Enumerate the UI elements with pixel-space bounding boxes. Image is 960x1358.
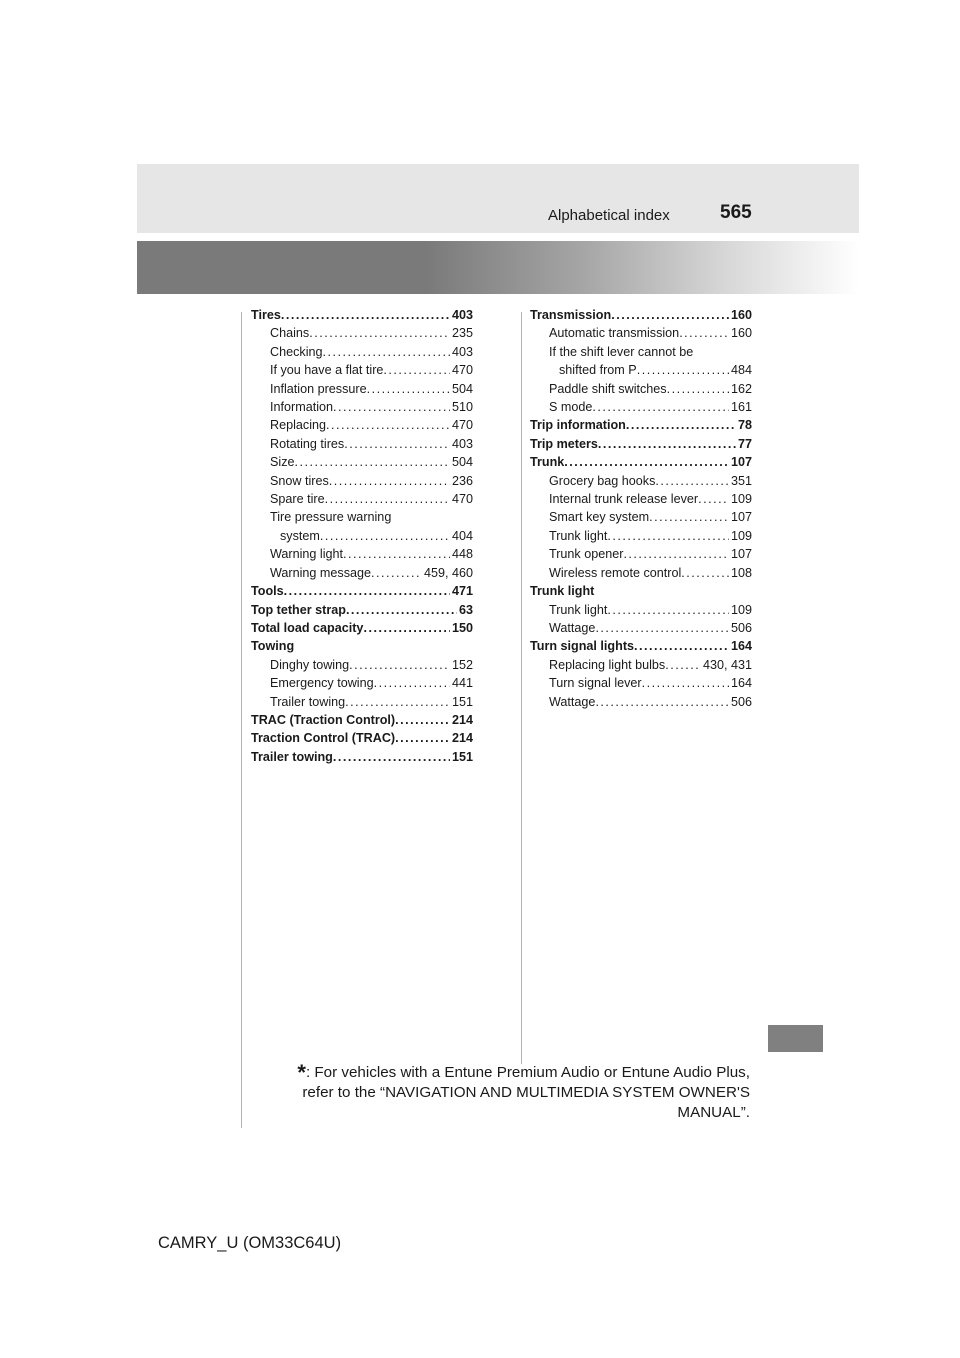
entry-label: Tires [251,308,281,322]
entry-label: Snow tires [270,473,329,488]
dot-leader [679,324,729,342]
index-entry [530,637,752,655]
entry-page: 78 [737,418,752,433]
entry-page: 470 [451,418,473,433]
dot-leader [363,619,450,637]
dot-leader [371,564,422,582]
index-entry [530,656,752,674]
entry-page: 164 [730,639,752,654]
dot-leader [634,637,729,655]
index-column-left [251,306,473,766]
dot-leader [698,490,729,508]
entry-page: 484 [730,363,752,378]
entry-page: 235 [451,326,473,341]
entry-label: Wattage [549,694,596,709]
entry-page: 214 [451,731,473,746]
index-entry [251,324,473,342]
index-entry [530,416,752,434]
entry-label: Trunk light [530,584,595,599]
entry-page: 162 [730,381,752,396]
footnote [280,1060,750,1123]
dot-leader [349,656,450,674]
index-entry [251,693,473,711]
dot-leader [329,472,450,490]
entry-page: 403 [451,344,473,359]
entry-page: 151 [451,694,473,709]
index-entry [251,711,473,729]
entry-label: Turn signal lever [549,676,642,691]
entry-label: Warning light [270,547,344,562]
entry-label: If the shift lever cannot be [549,344,694,359]
section-tab-marker [768,1025,823,1052]
dot-leader [333,398,450,416]
dot-leader [284,582,450,600]
entry-page: 430, 431 [702,657,752,672]
entry-label: Paddle shift switches [549,381,667,396]
dot-leader [564,453,729,471]
index-entry [530,619,752,637]
entry-label: Warning message [270,565,372,580]
index-entry [530,674,752,692]
entry-page: 109 [730,602,752,617]
entry-label: system [280,528,320,543]
entry-page: 403 [451,308,473,322]
entry-label: Turn signal lights [530,639,635,654]
entry-label: Replacing [270,418,327,433]
dot-leader [325,490,450,508]
dot-leader [642,674,729,692]
index-entry [530,472,752,490]
dot-leader [320,527,450,545]
index-entry [251,729,473,747]
dot-leader [667,380,729,398]
entry-label: Automatic transmission [549,326,680,341]
entry-page: 404 [451,528,473,543]
index-entry [530,508,752,526]
entry-label: Spare tire [270,492,325,507]
index-entry [530,324,752,342]
entry-label: Inflation pressure [270,381,367,396]
entry-page: 160 [730,326,752,341]
page-number: 565 [720,202,752,223]
index-entry [530,380,752,398]
index-entry [530,398,752,416]
entry-page: 236 [451,473,473,488]
index-entry [251,527,473,545]
dot-leader [607,601,729,619]
section-title: Alphabetical index [548,207,670,224]
dot-leader [611,306,729,324]
entry-label: Top tether strap [251,602,346,617]
entry-label: Tools [251,584,284,599]
dot-leader [681,564,729,582]
dot-leader [343,545,450,563]
entry-label: If you have a flat tire [270,363,384,378]
dot-leader [395,729,450,747]
entry-label: Transmission [530,308,612,322]
index-entry [530,490,752,508]
entry-label: Trunk light [549,528,608,543]
index-entry [251,545,473,563]
dot-leader [665,656,701,674]
entry-page: 504 [451,455,473,470]
index-column-right [530,306,752,711]
dot-leader [395,711,450,729]
entry-label: Smart key system [549,510,650,525]
dot-leader [655,472,729,490]
entry-page: 150 [451,620,473,635]
entry-label: Wattage [549,620,596,635]
entry-page: 403 [451,436,473,451]
entry-label: Size [270,455,295,470]
entry-page: 470 [451,363,473,378]
entry-label: Trunk [530,455,565,470]
index-entry [530,601,752,619]
entry-page: 77 [737,436,752,451]
entry-page: 506 [730,694,752,709]
entry-label: Dinghy towing [270,657,350,672]
dot-leader [649,508,729,526]
entry-page: 152 [451,657,473,672]
index-entry [251,472,473,490]
dot-leader [607,527,729,545]
dot-leader [626,416,736,434]
dot-leader [326,416,450,434]
entry-label: Emergency towing [270,676,374,691]
entry-label: Trunk light [549,602,608,617]
entry-page: 504 [451,381,473,396]
entry-label: Internal trunk release lever [549,492,699,507]
dot-leader [344,435,450,453]
index-entry [251,748,473,766]
index-entry [251,656,473,674]
entry-label: Towing [251,639,295,654]
dot-leader [595,693,729,711]
entry-page: 109 [730,492,752,507]
dot-leader [367,380,450,398]
dot-leader [374,674,450,692]
entry-page: 107 [730,547,752,562]
entry-page: 164 [730,676,752,691]
index-entry [251,674,473,692]
dot-leader [346,601,457,619]
dot-leader [323,343,450,361]
dot-leader [281,306,450,324]
dot-leader [598,435,736,453]
index-entry [251,490,473,508]
entry-page: 63 [458,602,473,617]
entry-label: Checking [270,344,323,359]
index-entry [251,564,473,582]
entry-page: 107 [730,455,752,470]
index-entry [530,453,752,471]
index-entry [530,361,752,379]
footnote-line-1: : For vehicles with a Entune Premium Audio or Entune Audio Plus, [305,1064,750,1081]
index-entry [530,343,752,361]
dot-leader [595,619,729,637]
entry-page: 351 [730,473,752,488]
entry-page: 441 [451,676,473,691]
footnote-star: * [297,1060,306,1085]
entry-label: Trailer towing [251,749,333,764]
entry-label: S mode [549,400,593,415]
entry-page: 108 [730,565,752,580]
entry-label: Trailer towing [270,694,346,709]
index-entry [530,527,752,545]
index-entry [251,619,473,637]
entry-label: Rotating tires [270,436,345,451]
dot-leader [592,398,729,416]
index-entry [251,416,473,434]
index-entry [251,398,473,416]
entry-page: 510 [451,400,473,415]
entry-page: 214 [451,712,473,727]
entry-page: 470 [451,492,473,507]
entry-label: Tire pressure warning [270,510,392,525]
index-entry [251,435,473,453]
index-entry [251,306,473,324]
dot-leader [295,453,450,471]
index-entry [251,453,473,471]
index-entry [530,582,752,600]
entry-label: shifted from P [559,363,637,378]
entry-page: 151 [451,749,473,764]
column-divider [521,312,522,1064]
entry-label: TRAC (Traction Control) [251,712,396,727]
entry-label: Total load capacity [251,620,364,635]
index-entry [530,306,752,324]
entry-label: Trip meters [530,436,598,451]
index-entry [251,380,473,398]
entry-label: Trip information [530,418,626,433]
entry-label: Replacing light bulbs [549,657,666,672]
entry-page: 109 [730,528,752,543]
entry-page: 471 [451,584,473,599]
gradient-banner [137,241,859,294]
entry-page: 459, 460 [423,565,473,580]
entry-page: 160 [730,308,752,322]
footnote-line-2: refer to the “NAVIGATION AND MULTIMEDIA SYSTEM OWNER'S [302,1084,750,1101]
index-entry [251,361,473,379]
left-margin-rule [241,312,242,1128]
entry-label: Traction Control (TRAC) [251,731,396,746]
entry-label: Information [270,400,333,415]
index-entry [530,693,752,711]
dot-leader [383,361,450,379]
index-entry [530,564,752,582]
dot-leader [309,324,450,342]
index-entry [251,343,473,361]
footnote-line-3: MANUAL”. [677,1104,750,1121]
entry-label: Trunk opener [549,547,624,562]
dot-leader [333,748,450,766]
index-entry [251,601,473,619]
entry-page: 161 [730,400,752,415]
index-entry [530,545,752,563]
index-entry [251,582,473,600]
dot-leader [637,361,729,379]
dot-leader [623,545,729,563]
index-entry [251,508,473,526]
entry-label: Chains [270,326,310,341]
entry-page: 107 [730,510,752,525]
entry-label: Wireless remote control [549,565,682,580]
document-id: CAMRY_U (OM33C64U) [158,1234,342,1252]
entry-label: Grocery bag hooks [549,473,656,488]
entry-page: 448 [451,547,473,562]
index-entry [530,435,752,453]
dot-leader [345,693,450,711]
index-entry [251,637,473,655]
entry-page: 506 [730,620,752,635]
